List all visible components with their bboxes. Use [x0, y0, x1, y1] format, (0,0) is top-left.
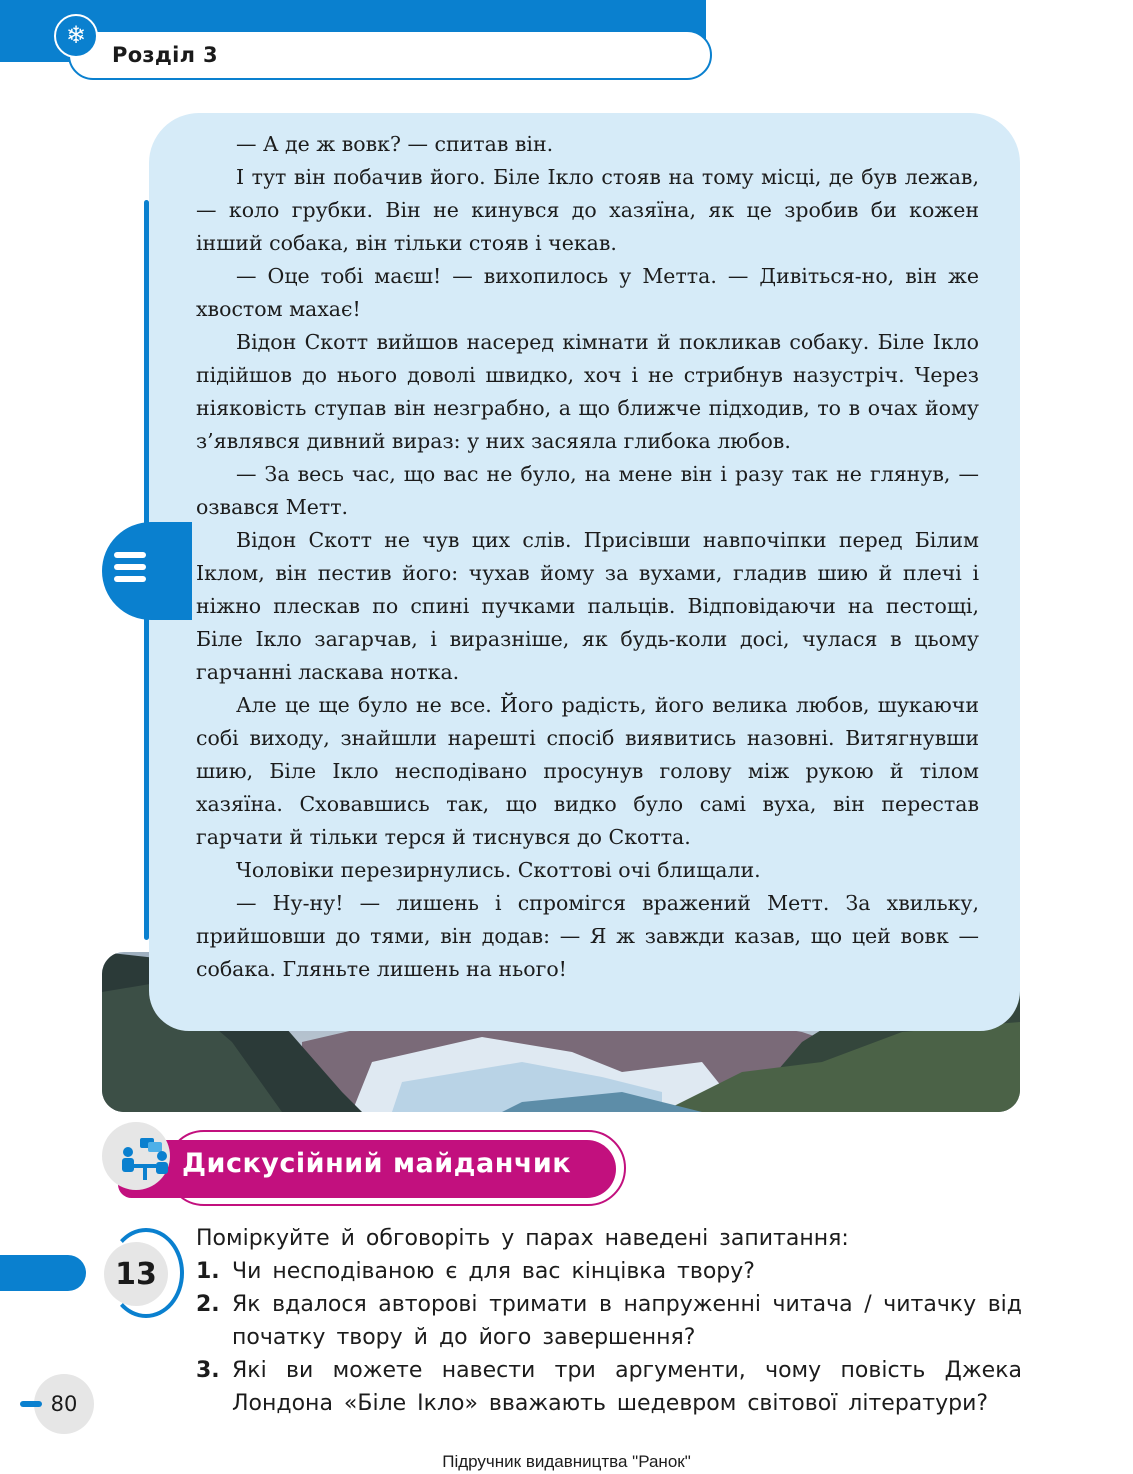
task-number: 13 [104, 1242, 168, 1306]
question-number: 1. [196, 1259, 220, 1284]
story-paragraph: — А де ж вовк? — спитав він. [236, 132, 554, 156]
story-paragraph: Відон Скотт вийшов насеред кімнати й покликав собаку. Біле Ікло підійшов до нього доволі швидко, хоч і не стрибнув назустріч. Через ніяковість ступав він незграбно, а що ближче підходив, то в очах йому з’являвся дивний вираз: у них засяяла глибока любов. [196, 330, 979, 453]
story-paragraph: Але це ще було не все. Його радість, його велика любов, шукаючи собі виходу, знайшли нарешті спосіб виявитись назовні. Витягнувши шию, Біле Ікло несподівано просунув голову між рукою й тілом хазяїна. Сховавшись так, що видко було самі вуха, він перестав гарчати й тільки терся й тиснувся до Скотта. [196, 693, 979, 849]
question-item [196, 1354, 1022, 1420]
menu-lines-icon [114, 552, 146, 590]
question-item [196, 1255, 1022, 1288]
question-text: Як вдалося авторові тримати в напруженні читача / читачку від початку твору й до його завершення? [232, 1292, 1022, 1350]
question-item [196, 1288, 1022, 1354]
page-number-dash [20, 1401, 42, 1407]
story-paragraph: — Ну-ну! — лишень і спромігся вражений Метт. За хвильку, прийшовши до тями, він додав: — Я ж завжди казав, що цей вовк — собака. Гляньте лишень на нього! [196, 891, 979, 981]
question-number: 2. [196, 1292, 220, 1317]
snowflake-icon: ❄ [54, 14, 98, 58]
story-paragraph: Відон Скотт не чув цих слів. Присівши навпочіпки перед Білим Іклом, він пестив його: чухав йому за вухами, гладив шию й плечі і ніжно плескав по спині пучками пальців. Відповідаючи на пестощі, Біле Ікло загарчав, і виразніше, як будь-коли досі, чулася в цьому гарчанні ласкава нотка. [196, 528, 979, 684]
page-number: 80 [34, 1374, 94, 1434]
task-intro: Поміркуйте й обговоріть у парах наведені запитання: [196, 1226, 849, 1251]
publisher-footer: Підручник видавництва "Ранок" [442, 1452, 691, 1471]
section-title: Розділ 3 [112, 43, 218, 67]
people-discussion-icon [118, 1136, 172, 1182]
discussion-title: Дискусійний майданчик [182, 1148, 572, 1179]
task-marker-bar [0, 1255, 86, 1291]
story-text [196, 128, 979, 986]
story-paragraph: Чоловіки перезирнулись. Скоттові очі блищали. [236, 858, 761, 882]
story-paragraph: І тут він побачив його. Біле Ікло стояв на тому місці, де був лежав, — коло грубки. Він не кинувся до хазяїна, як це зробив би кожен інший собака, він тільки стояв і чекав. [196, 165, 979, 255]
question-number: 3. [196, 1358, 220, 1383]
question-text: Які ви можете навести три аргументи, чому повість Джека Лондона «Біле Ікло» вважають шедевром світової літератури? [232, 1358, 1022, 1416]
question-list [196, 1255, 1022, 1420]
task-block [196, 1222, 1022, 1420]
story-paragraph: — Оце тобі маєш! — вихопилось у Метта. — Дивіться-но, він же хвостом махає! [196, 264, 979, 321]
story-paragraph: — За весь час, що вас не було, на мене він і разу так не глянув, — озвався Метт. [196, 462, 979, 519]
question-text: Чи несподіваною є для вас кінцівка твору? [232, 1259, 755, 1284]
